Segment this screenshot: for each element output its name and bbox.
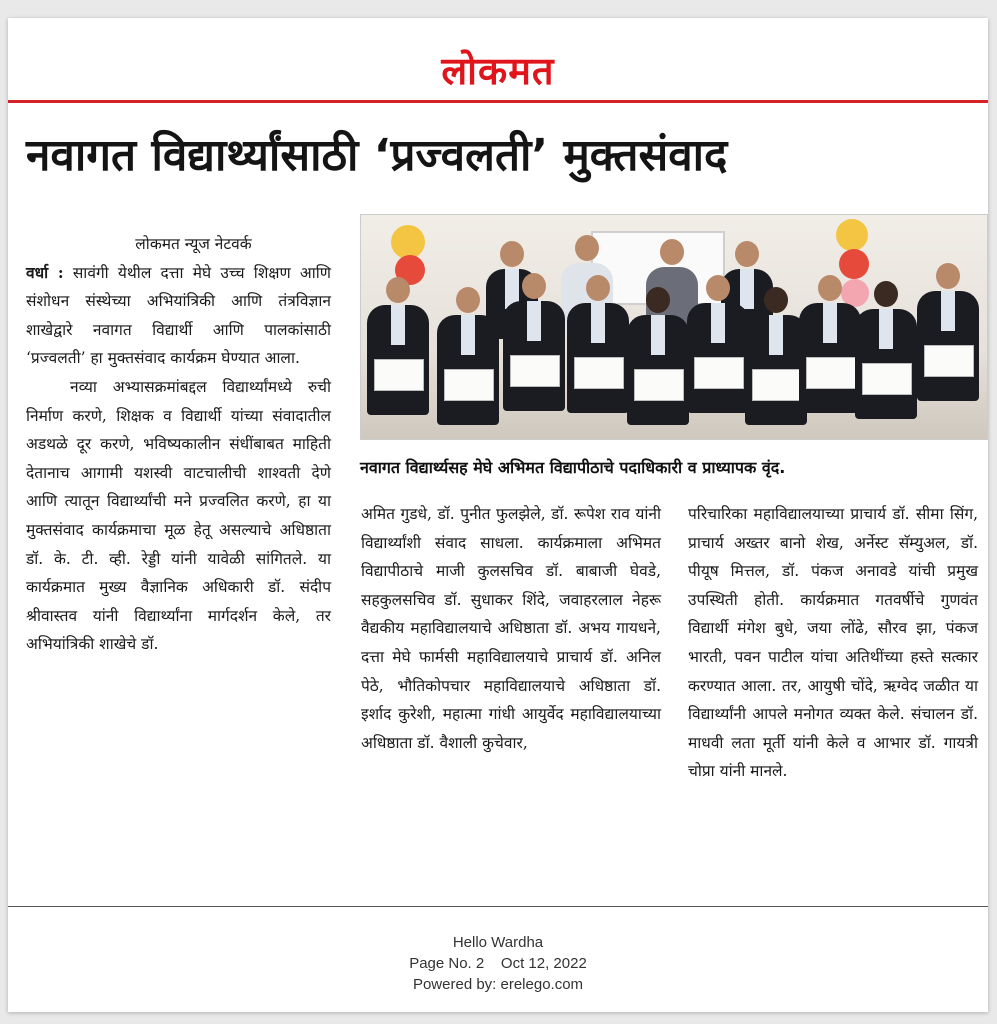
newspaper-clipping: [8, 18, 988, 1012]
footer: [8, 932, 988, 995]
masthead-divider: [8, 100, 988, 103]
body-text-1: नव्या अभ्यासक्रमांबद्दल विद्यार्थ्यांमध्ये रुची निर्माण करणे, शिक्षक व विद्यार्थी यांच्या संवादातील अडथळे दूर करणे, भविष्यकालीन संधींबाबत माहिती देतानाच आगामी यशस्वी वाटचालीची शाश्वती देणे आणि त्यातून विद्यार्थ्यांची मने प्रज्वलित करणे, हा या मुक्तसंवाद कार्यक्रमाचा मूळ हेतू असल्याचे अधिष्ठाता डॉ. के. टी. व्ही. रेड्डी यांनी यावेळी सांगितले. या कार्यक्रमात मुख्य वैज्ञानिक अधिकारी डॉ. संदीप श्रीवास्तव यांनी विद्यार्थ्यांना मार्गदर्शन केले, तर अभियांत्रिकी शाखेचे डॉ.: [26, 377, 331, 654]
lead-text: सावंगी येथील दत्ता मेघे उच्च शिक्षण आणि संशोधन संस्थेच्या अभियांत्रिकी आणि तंत्रविज्ञान शाखेद्वारे नवागत विद्यार्थी आणि पालकांसाठी ‘प्रज्वलती’ हा मुक्तसंवाद कार्यक्रम घेण्यात आला.: [26, 263, 331, 368]
photo-caption: नवागत विद्यार्थ्यसह मेघे अभिमत विद्यापीठाचे पदाधिकारी व प्राध्यापक वृंद.: [360, 458, 786, 477]
masthead-logo: लोकमत: [441, 49, 555, 93]
dateline: वर्धा :: [26, 262, 64, 282]
footer-divider: [8, 906, 988, 907]
article-headline: नवागत विद्यार्थ्यांसाठी ‘प्रज्वलती’ मुक्तसंवाद: [26, 130, 728, 181]
body-paragraph: [26, 373, 331, 659]
lead-paragraph: [26, 259, 331, 373]
article-column-3: परिचारिका महाविद्यालयाच्या प्राचार्य डॉ. सीमा सिंग, प्राचार्य अख्तर बानो शेख, अर्नेस्ट सॅम्युअल, डॉ. पीयूष मित्तल, डॉ. पंकज अनावडे यांची प्रमुख उपस्थिती होती. कार्यक्रमात गतवर्षीचे गुणवंत विद्यार्थी मंगेश बुधे, जया लोंढे, सौरव झा, पंकज भारती, पवन पाटील यांचा अतिथींच्या हस्ते सत्कार करण्यात आला. तर, आयुषी चोंदे, ऋग्वेद जळीत या विद्यार्थ्यांनी आपले मनोगत व्यक्त केले. संचालन डॉ. माधवी लता मूर्ती यांनी केले व आभार डॉ. गायत्री चोप्रा यांनी मानले.: [688, 505, 978, 781]
group-photo: [360, 214, 988, 440]
edition-name: Hello Wardha: [452, 934, 544, 951]
powered-by: Powered by: erelego.com: [412, 976, 584, 993]
page-and-date: Page No. 2 Oct 12, 2022: [409, 955, 587, 972]
article-column-2: अमित गुडधे, डॉ. पुनीत फुलझेले, डॉ. रूपेश राव यांनी विद्यार्थ्यांशी संवाद साधला. कार्यक्रमाला अभिमत विद्यापीठाचे माजी कुलसचिव डॉ. बाबाजी घेवडे, सहकुलसचिव डॉ. सुधाकर शिंदे, जवाहरलाल नेहरू वैद्यकीय महाविद्यालयाचे अधिष्ठाता डॉ. अभय गायधने, दत्ता मेघे फार्मसी महाविद्यालयाचे प्राचार्य डॉ. अनिल पेठे, भौतिकोपचार महाविद्यालयाचे अधिष्ठाता डॉ. इर्शाद कुरेशी, महात्मा गांधी आयुर्वेद महाविद्यालयाच्या अधिष्ठाता डॉ. वैशाली कुचेवार,: [361, 505, 661, 752]
article-column-1: [26, 230, 331, 659]
byline: लोकमत न्यूज नेटवर्क: [135, 235, 252, 253]
